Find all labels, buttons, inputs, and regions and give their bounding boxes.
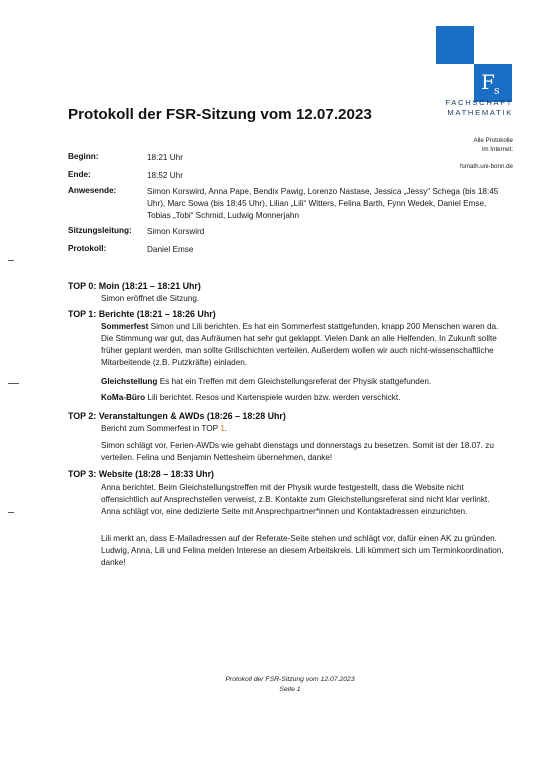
protocol-value: Daniel Emse — [147, 245, 194, 254]
top1-reference-link[interactable]: 1 — [220, 424, 225, 433]
koma-paragraph — [101, 392, 506, 404]
top3-heading: TOP 3: Website (18:28 – 18:33 Uhr) — [68, 469, 215, 479]
margin-mark — [8, 383, 19, 384]
end-label: Ende: — [68, 170, 91, 179]
top2-text1-post: . — [224, 424, 228, 433]
logo-letter-s: s — [494, 84, 500, 97]
document-title: Protokoll der FSR-Sitzung vom 12.07.2023 — [68, 106, 372, 123]
gleichstellung-text: Es hat ein Treffen mit dem Gleichstellungsreferat der Physik stattgefunden. — [159, 377, 432, 386]
session-lead-value: Simon Korswird — [147, 227, 205, 236]
begin-value: 18:21 Uhr — [147, 153, 183, 162]
top2-text1 — [101, 423, 506, 435]
sommerfest-paragraph — [101, 321, 506, 369]
website-url[interactable]: fsmath.uni-bonn.de — [460, 163, 513, 171]
margin-mark — [8, 512, 14, 513]
end-value: 18:52 Uhr — [147, 171, 183, 180]
sommerfest-text: Simon und Lili berichten. Es hat ein Sommerfest stattgefunden, knapp 200 Menschen waren da. Die Stimmung war gut, das Aufräumen hat sehr gut geklappt. Vielen Dank an alle Helfenden. In Zukunft sollte früher geplant werden, man sollte Grillschichten verteilen. Außerdem wollen wir auch nicht-wissenschaftliche Mitarbeitende (z.B. Putzkräfte) einladen. — [101, 322, 499, 368]
top2-text2: Simon schlägt vor, Ferien-AWDs wie gehabt dienstags und donnerstags zu besetzen. Somit ist der 18.07. zu verteilen. Felina und Benjamin Nettesheim übernehmen, danke! — [101, 441, 494, 463]
koma-text: Lili berichtet. Resos und Kartenspiele wurden bzw. werden verschickt. — [147, 393, 401, 402]
gleichstellung-title: Gleichstellung — [101, 377, 158, 386]
koma-title: KoMa-Büro — [101, 393, 146, 402]
footer-page-number: Seite 1 — [279, 686, 301, 693]
margin-mark — [8, 260, 14, 261]
logo-text-mathematik: MATHEMATIK — [447, 108, 513, 117]
sommerfest-title: Sommerfest — [101, 322, 149, 331]
top0-text: Simon eröffnet die Sitzung. — [101, 294, 200, 303]
logo-text-fachschaft: FACHSCHAFT — [445, 98, 513, 107]
top2-heading: TOP 2: Veranstaltungen & AWDs (18:26 – 18:28 Uhr) — [68, 411, 286, 421]
top3-text2: Lili merkt an, dass E-Mailadressen auf der Referate-Seite stehen und schlägt vor, dafür einen AK zu gründen. Ludwig, Anna, Lili und Felina melden Interese an diesem Arbeitskreis. Lili kümmert sich um Terminkoordination, danke! — [101, 534, 504, 568]
attendees-value: Simon Korswird, Anna Pape, Bendix Pawig, Lorenzo Nastase, Jessica „Jessy“ Schega (bis 18:45 Uhr), Marc Sowa (bis 18:45 Uhr), Lilian „Lili“ Witters, Felina Barth, Fynn Wedek, Daniel Emse, Tobias „Tobi“ Schmid, Ludwig Monnerjahn — [147, 187, 499, 221]
protocol-label: Protokoll: — [68, 244, 107, 253]
website-note-line1: Alle Protokolle — [473, 137, 513, 144]
fachschaft-logo — [436, 26, 512, 106]
footer-title: Protokoll der FSR-Sitzung vom 12.07.2023 — [225, 676, 355, 683]
top2-text1-pre: Bericht zum Sommerfest in TOP — [101, 424, 221, 433]
attendees-label: Anwesende: — [68, 186, 117, 195]
logo-letter-f: F — [481, 70, 495, 94]
top0-heading: TOP 0: Moin (18:21 – 18:21 Uhr) — [68, 281, 201, 291]
session-lead-label: Sitzungsleitung: — [68, 226, 132, 235]
gleichstellung-paragraph — [101, 376, 506, 388]
website-note-line2: im Internet: — [482, 145, 513, 153]
top3-text1: Anna berichtet. Beim Gleichstellungstreffen mit der Physik wurde festgestellt, dass die Website nicht offensichtlich auf Ansprechstellen verweist, z.B. Kontakte zum Gleichstellungsreferat sind nicht klar verlinkt. Anna schlägt vor, eine dedizierte Seite mit Ansprechpartner*innen und Kontaktadressen einzurichten. — [101, 483, 490, 517]
begin-label: Beginn: — [68, 152, 99, 161]
top1-heading: TOP 1: Berichte (18:21 – 18:26 Uhr) — [68, 309, 216, 319]
